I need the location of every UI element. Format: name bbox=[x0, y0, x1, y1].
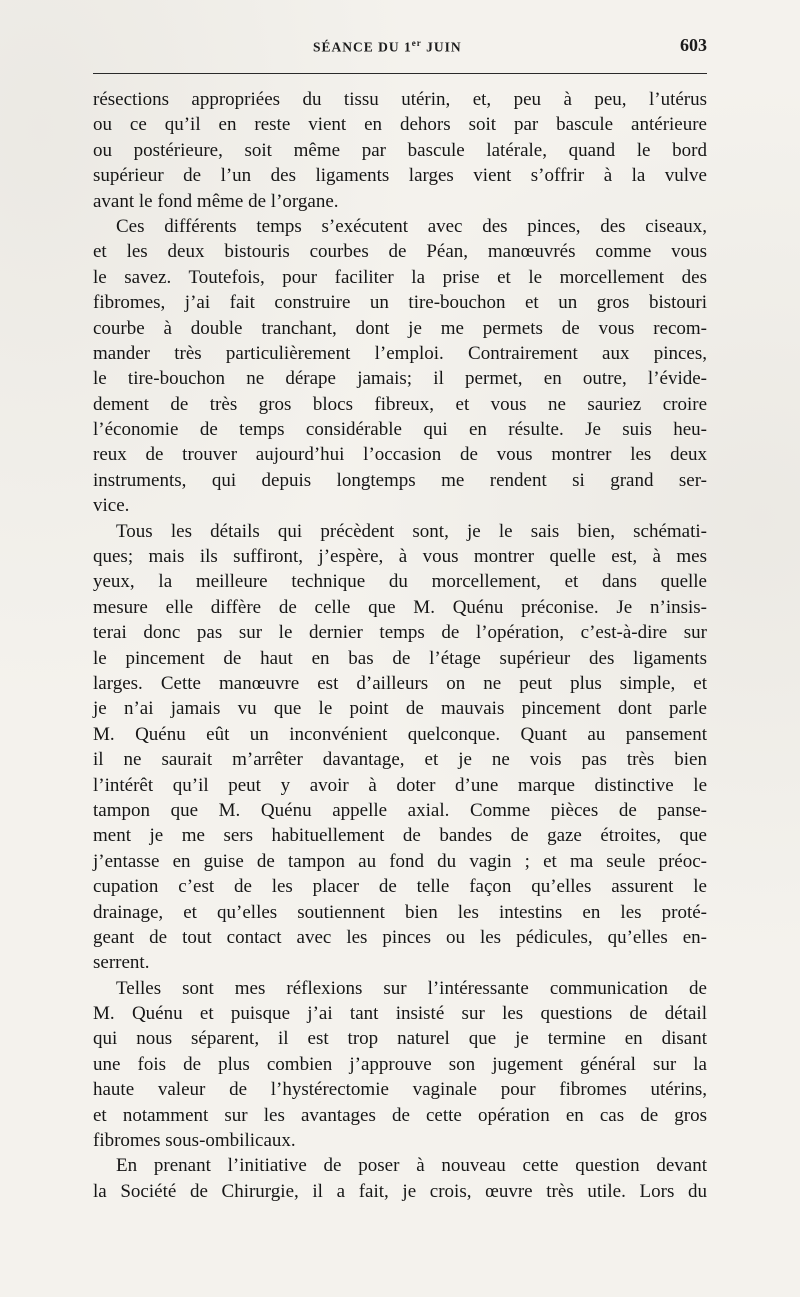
text-line: la Société de Chirurgie, il a fait, je crois, œuvre très utile. Lors du bbox=[93, 1180, 707, 1202]
text-line: fibromes sous-ombilicaux. bbox=[93, 1130, 296, 1152]
running-title-superscript: er bbox=[411, 38, 422, 48]
text-line: Tous les détails qui précèdent sont, je le sais bien, schémati- bbox=[116, 520, 707, 542]
text-line: le savez. Toutefois, pour faciliter la prise et le morcellement des bbox=[93, 266, 707, 288]
header-rule bbox=[93, 73, 707, 74]
text-line: M. Quénu eût un inconvénient quelconque. Quant au pansement bbox=[93, 723, 707, 745]
running-title-suffix: JUIN bbox=[421, 39, 462, 55]
text-line: courbe à double tranchant, dont je me permets de vous recom- bbox=[93, 317, 707, 339]
text-line: serrent. bbox=[93, 952, 150, 974]
text-line: dement de très gros blocs fibreux, et vous ne sauriez croire bbox=[93, 393, 707, 415]
text-line: il ne saurait m’arrêter davantage, et je ne vois pas très bien bbox=[93, 749, 707, 771]
running-title-prefix: SÉANCE DU 1 bbox=[313, 39, 412, 55]
text-line: ou ce qu’il en reste vient en dehors soit par bascule antérieure bbox=[93, 114, 707, 136]
text-line: instruments, qui depuis longtemps me rendent si grand ser- bbox=[93, 469, 707, 491]
text-line: fibromes, j’ai fait construire un tire-bouchon et un gros bistouri bbox=[93, 292, 707, 314]
text-line: larges. Cette manœuvre est d’ailleurs on ne peut plus simple, et bbox=[93, 672, 707, 694]
text-line: yeux, la meilleure technique du morcellement, et dans quelle bbox=[93, 571, 707, 593]
text-line: haute valeur de l’hystérectomie vaginale pour fibromes utérins, bbox=[93, 1079, 707, 1101]
running-title bbox=[313, 38, 462, 56]
text-line: Telles sont mes réflexions sur l’intéressante communication de bbox=[116, 977, 707, 999]
text-line: et notamment sur les avantages de cette opération en cas de gros bbox=[93, 1104, 707, 1126]
text-line: j’entasse en guise de tampon au fond du vagin ; et ma seule préoc- bbox=[93, 850, 707, 872]
text-line: le pincement de haut en bas de l’étage supérieur des ligaments bbox=[93, 647, 707, 669]
text-line: terai donc pas sur le dernier temps de l’opération, c’est-à-dire sur bbox=[93, 622, 707, 644]
text-line: tampon que M. Quénu appelle axial. Comme pièces de panse- bbox=[93, 799, 707, 821]
text-line: drainage, et qu’elles soutiennent bien les intestins en les proté- bbox=[93, 901, 707, 923]
text-line: ques; mais ils suffiront, j’espère, à vous montrer quelle est, à mes bbox=[93, 546, 707, 568]
text-line: En prenant l’initiative de poser à nouveau cette question devant bbox=[116, 1155, 707, 1177]
text-line: résections appropriées du tissu utérin, et, peu à peu, l’utérus bbox=[93, 89, 707, 110]
text-line: supérieur de l’un des ligaments larges vient s’offrir à la vulve bbox=[93, 165, 707, 187]
text-line: reux de trouver aujourd’hui l’occasion de vous montrer les deux bbox=[93, 444, 707, 466]
body-text bbox=[93, 87, 707, 1204]
text-line: cupation c’est de les placer de telle façon qu’elles assurent le bbox=[93, 876, 707, 898]
page-header bbox=[93, 34, 707, 60]
text-line: une fois de plus combien j’approuve son jugement général sur la bbox=[93, 1053, 707, 1075]
text-line: l’économie de temps considérable qui en résulte. Je suis heu- bbox=[93, 419, 707, 441]
text-line: mander très particulièrement l’emploi. Contrairement aux pinces, bbox=[93, 342, 707, 364]
text-line: geant de tout contact avec les pinces ou les pédicules, qu’elles en- bbox=[93, 926, 707, 948]
text-line: l’intérêt qu’il peut y avoir à doter d’une marque distinctive le bbox=[93, 774, 707, 796]
text-line: le tire-bouchon ne dérape jamais; il permet, en outre, l’évide- bbox=[93, 368, 707, 390]
text-line: vice. bbox=[93, 495, 130, 517]
text-line: qui nous séparent, il est trop naturel que je termine en disant bbox=[93, 1028, 707, 1050]
text-line: mesure elle diffère de celle que M. Quénu préconise. Je n’insis- bbox=[93, 596, 707, 618]
text-line: Ces différents temps s’exécutent avec des pinces, des ciseaux, bbox=[116, 215, 707, 237]
text-line: avant le fond même de l’organe. bbox=[93, 190, 339, 212]
page-number: 603 bbox=[680, 35, 707, 55]
text-line: je n’ai jamais vu que le point de mauvais pincement dont parle bbox=[93, 698, 707, 720]
text-line: et les deux bistouris courbes de Péan, manœuvrés comme vous bbox=[93, 241, 707, 263]
text-line: M. Quénu et puisque j’ai tant insisté sur les questions de détail bbox=[93, 1003, 707, 1025]
text-line: ou postérieure, soit même par bascule latérale, quand le bord bbox=[93, 139, 707, 161]
text-line: ment je me sers habituellement de bandes de gaze étroites, que bbox=[93, 825, 707, 847]
